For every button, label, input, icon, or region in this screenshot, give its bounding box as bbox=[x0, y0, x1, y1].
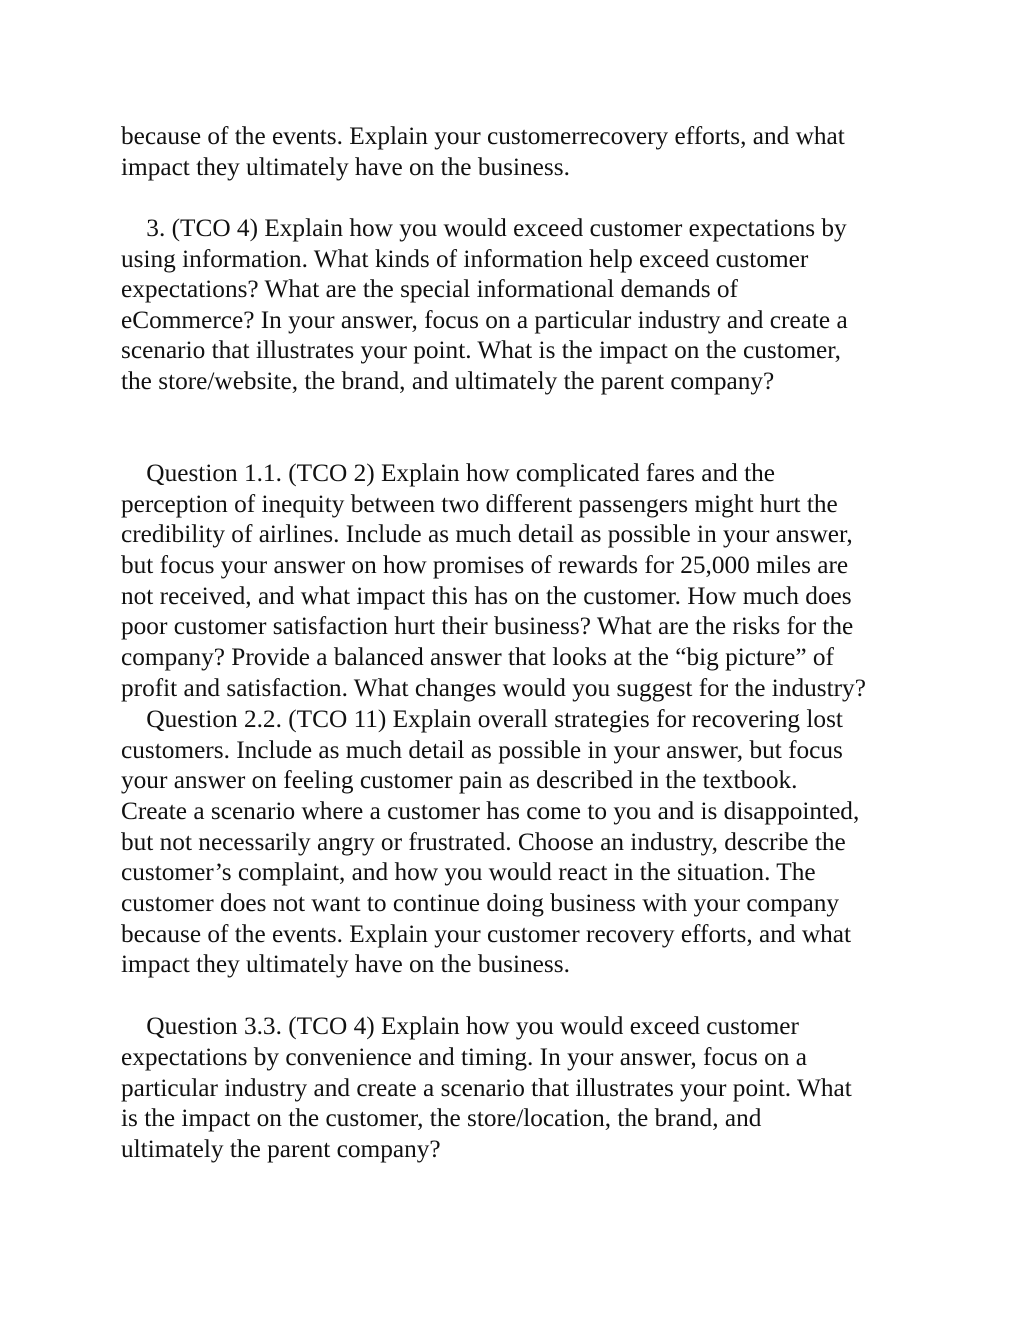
text-line: expectations? What are the special informational demands of bbox=[121, 275, 738, 303]
text-line: impact they ultimately have on the business. bbox=[121, 950, 570, 978]
text-line: customer’s complaint, and how you would react in the situation. The bbox=[121, 858, 816, 886]
text-line: customers. Include as much detail as possible in your answer, but focus bbox=[121, 736, 843, 764]
text-line: poor customer satisfaction hurt their business? What are the risks for the bbox=[121, 612, 854, 640]
text-line: Create a scenario where a customer has come to you and is disappointed, bbox=[121, 797, 860, 825]
text-line: profit and satisfaction. What changes would you suggest for the industry? bbox=[121, 674, 866, 702]
text-line: 3. (TCO 4) Explain how you would exceed customer expectations by bbox=[121, 214, 847, 242]
text-line: using information. What kinds of information help exceed customer bbox=[121, 245, 809, 273]
text-line: eCommerce? In your answer, focus on a particular industry and create a bbox=[121, 306, 848, 334]
text-line: but focus your answer on how promises of rewards for 25,000 miles are bbox=[121, 551, 849, 579]
text-line: but not necessarily angry or frustrated. Choose an industry, describe the bbox=[121, 828, 846, 856]
text-line: particular industry and create a scenario that illustrates your point. What bbox=[121, 1074, 852, 1102]
text-line: Question 1.1. (TCO 2) Explain how complicated fares and the bbox=[121, 459, 776, 487]
text-line: Question 3.3. (TCO 4) Explain how you would exceed customer bbox=[121, 1012, 799, 1040]
text-line: because of the events. Explain your customer recovery efforts, and what bbox=[121, 920, 852, 948]
text-line: Question 2.2. (TCO 11) Explain overall strategies for recovering lost bbox=[121, 705, 843, 733]
text-line: ultimately the parent company? bbox=[121, 1135, 441, 1163]
text-line: not received, and what impact this has on the customer. How much does bbox=[121, 582, 852, 610]
text-line: customer does not want to continue doing business with your company bbox=[121, 889, 840, 917]
text-line: perception of inequity between two different passengers might hurt the bbox=[121, 490, 838, 518]
text-line: company? Provide a balanced answer that looks at the “big picture” of bbox=[121, 643, 834, 671]
text-line: impact they ultimately have on the business. bbox=[121, 153, 570, 181]
text-line: your answer on feeling customer pain as described in the textbook. bbox=[121, 766, 798, 794]
text-line: the store/website, the brand, and ultimately the parent company? bbox=[121, 367, 775, 395]
text-line: because of the events. Explain your customerrecovery efforts, and what bbox=[121, 122, 845, 150]
text-line: expectations by convenience and timing. In your answer, focus on a bbox=[121, 1043, 808, 1071]
text-line: scenario that illustrates your point. What is the impact on the customer, bbox=[121, 336, 842, 364]
text-line: is the impact on the customer, the store/location, the brand, and bbox=[121, 1104, 762, 1132]
text-line: credibility of airlines. Include as much detail as possible in your answer, bbox=[121, 520, 853, 548]
